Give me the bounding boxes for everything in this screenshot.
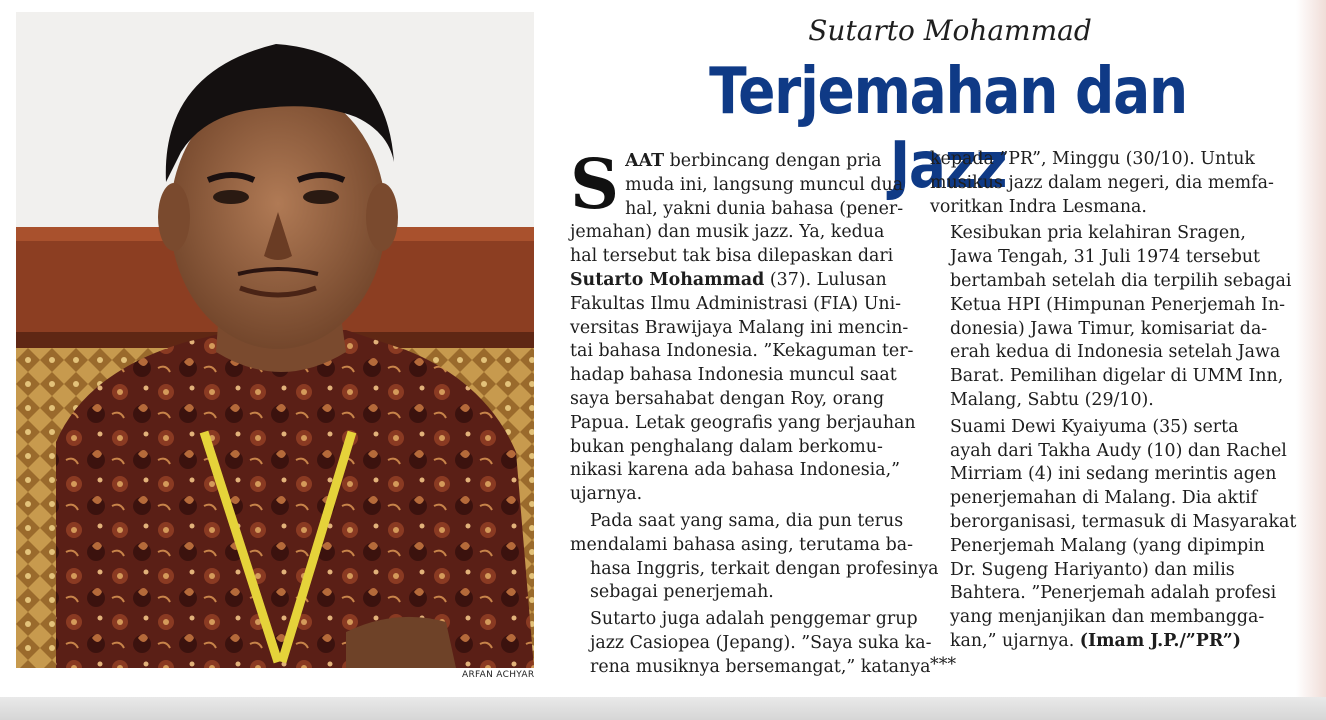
page-bottom-band — [0, 697, 1326, 720]
text-line: Sutarto juga adalah penggemar grup — [590, 609, 918, 630]
portrait-photo — [16, 12, 534, 668]
text-line: hal tersebut tak bisa dilepaskan dari — [570, 246, 894, 267]
text-line: saya bersahabat dengan Roy, orang — [570, 388, 885, 409]
text-line: ayah dari Takha Audy (10) dan Rachel — [950, 440, 1287, 461]
text-line: jazz Casiopea (Jepang). ”Saya suka ka- — [590, 632, 932, 653]
text-line: (37). Lulusan — [764, 269, 887, 290]
name-bold: Sutarto Mohammad — [570, 269, 765, 290]
text-line: donesia) Jawa Timur, komisariat da- — [950, 318, 1268, 339]
text-line: Malang, Sabtu (29/10). — [950, 389, 1154, 410]
text-line: kepada ”PR”, Minggu (30/10). Untuk — [930, 149, 1255, 169]
text-line: jemahan) dan musik jazz. Ya, kedua — [570, 222, 885, 243]
photo-credit: ARFAN ACHYAR — [462, 670, 535, 680]
text-line: tai bahasa Indonesia. ”Kekaguman ter- — [570, 341, 914, 362]
text-line: Mirriam (4) ini sedang merintis agen — [950, 464, 1277, 485]
text-line: penerjemahan di Malang. Dia aktif — [950, 488, 1258, 509]
article-headline: Terjemahan dan Jazz — [709, 55, 1187, 203]
drop-cap: S — [570, 145, 620, 225]
text-line: voritkan Indra Lesmana. — [930, 196, 1147, 217]
text-line: bukan penghalang dalam berkomu- — [570, 436, 883, 457]
text-line: muda ini, langsung muncul dua — [625, 174, 904, 195]
text-line: berorganisasi, termasuk di Masyarakat — [950, 511, 1297, 532]
text-line: Fakultas Ilmu Administrasi (FIA) Uni- — [570, 293, 902, 314]
text-line: hal, yakni dunia bahasa (pener- — [625, 198, 904, 219]
article-column-2 — [930, 148, 1314, 678]
text-line: Penerjemah Malang (yang dipimpin — [950, 535, 1265, 556]
text-line: hasa Inggris, terkait dengan profesinya — [590, 558, 939, 579]
article-kicker: Sutarto Mohammad — [808, 14, 1092, 47]
paragraph — [930, 148, 1314, 219]
text-line: Dr. Sugeng Hariyanto) dan milis — [950, 559, 1235, 580]
paragraph — [930, 222, 1314, 412]
text-line: Papua. Letak geografis yang berjauhan — [570, 412, 916, 433]
text-line: yang menjanjikan dan membangga- — [950, 607, 1265, 628]
article-column-1 — [570, 145, 939, 680]
text-line: Ketua HPI (Himpunan Penerjemah In- — [950, 294, 1286, 315]
text-line: mendalami bahasa asing, terutama ba- — [570, 534, 914, 555]
paragraph — [570, 145, 924, 507]
text-line: Suami Dewi Kyaiyuma (35) serta — [950, 416, 1239, 437]
lead-bold: AAT — [625, 151, 665, 171]
text-line: rena musiknya bersemangat,” katanya — [590, 656, 931, 677]
byline-bold: (Imam J.P./”PR”) — [1079, 630, 1241, 651]
text-line: Pada saat yang sama, dia pun terus — [590, 510, 904, 531]
end-mark: *** — [930, 654, 957, 675]
paragraph — [570, 608, 932, 679]
text-line: Jawa Tengah, 31 Juli 1974 tersebut — [950, 247, 1261, 268]
text-line: nikasi karena ada bahasa Indonesia,” — [570, 460, 901, 481]
text-line: kan,” ujarnya. — [950, 630, 1080, 651]
paragraph — [570, 510, 939, 605]
text-line: Barat. Pemilihan digelar di UMM Inn, — [950, 366, 1284, 387]
text-line: musikus jazz dalam negeri, dia memfa- — [930, 172, 1274, 193]
text-line: bertambah setelah dia terpilih sebagai — [950, 270, 1292, 291]
text-line: berbincang dengan pria — [664, 151, 882, 171]
text-line: Bahtera. ”Penerjemah adalah profesi — [950, 583, 1277, 604]
text-line: versitas Brawijaya Malang ini mencin- — [570, 317, 909, 338]
text-line: hadap bahasa Indonesia muncul saat — [570, 365, 897, 386]
text-line: ujarnya. — [570, 484, 643, 505]
text-line: Kesibukan pria kelahiran Sragen, — [950, 223, 1246, 244]
text-line: erah kedua di Indonesia setelah Jawa — [950, 342, 1281, 363]
portrait-photo-icon — [16, 12, 534, 668]
text-line: sebagai penerjemah. — [590, 582, 774, 603]
paragraph — [930, 416, 1314, 678]
